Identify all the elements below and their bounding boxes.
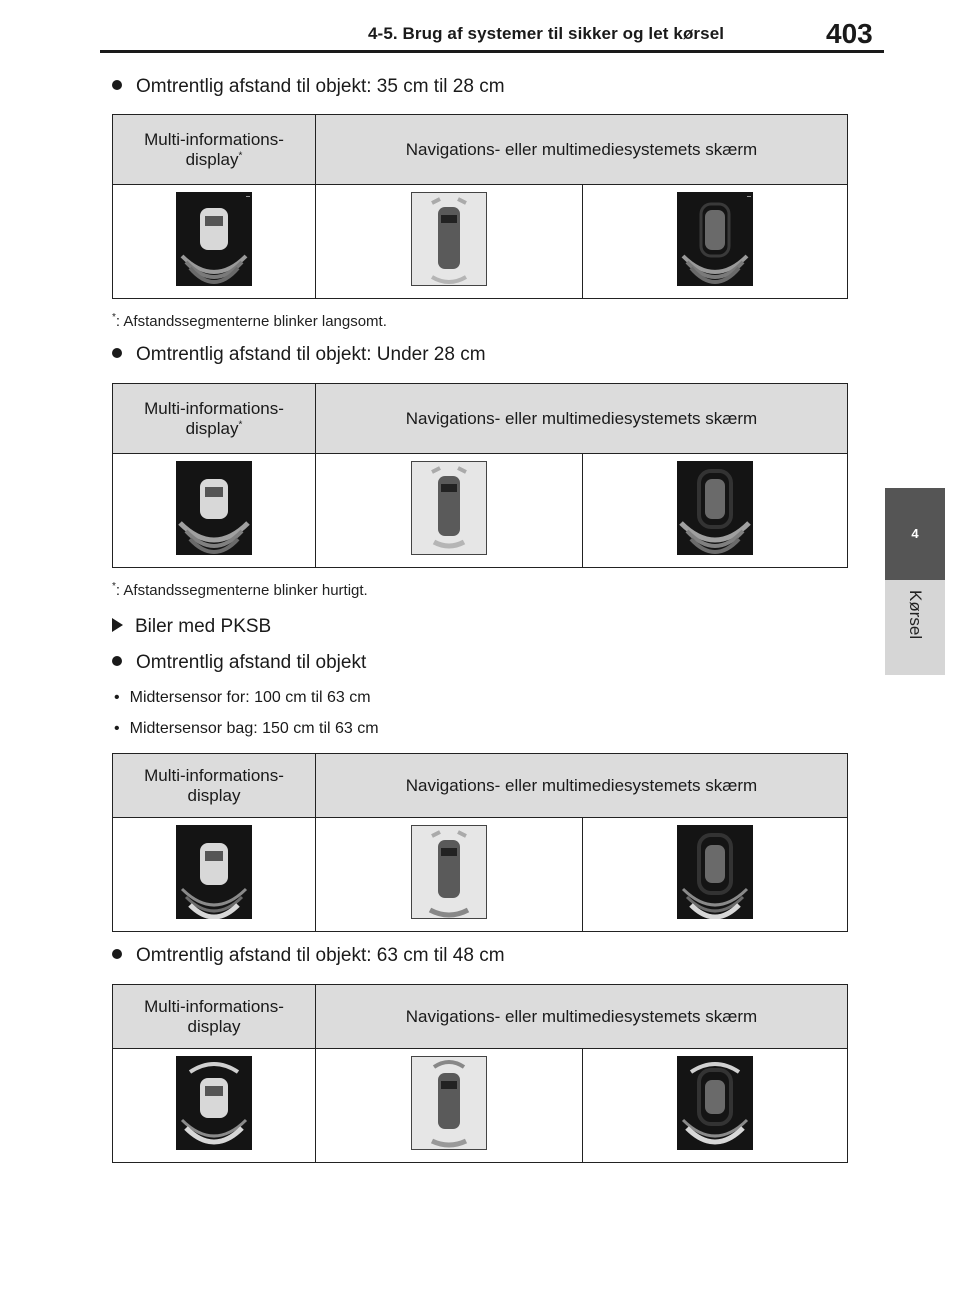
list-item — [114, 720, 379, 738]
header-text: Multi-informations- — [144, 398, 284, 418]
page-header — [0, 0, 960, 56]
header-multi-display — [113, 384, 316, 454]
car-sensor-multi-display-icon — [176, 1056, 252, 1150]
car-sensor-nav-dark-icon — [677, 461, 753, 555]
footnote-text: : Afstandssegmenterne blinker hurtigt. — [115, 582, 368, 599]
header-text: display — [185, 418, 239, 438]
header-rule — [100, 50, 884, 53]
section-heading-text: Omtrentlig afstand til objekt — [136, 652, 367, 673]
display-table-4 — [112, 984, 848, 1163]
image-cell — [583, 1049, 848, 1163]
header-text: Navigations- eller multimediesystemets skærm — [405, 408, 758, 428]
image-cell — [583, 454, 848, 568]
header-text: Navigations- eller multimediesystemets skærm — [405, 775, 758, 795]
section-heading-under-28 — [112, 344, 486, 366]
bullet-icon — [112, 348, 122, 358]
dot-icon: • — [114, 720, 120, 737]
section-heading-text: Omtrentlig afstand til objekt: 35 cm til 28 cm — [136, 76, 505, 97]
car-sensor-multi-display-icon — [176, 825, 252, 919]
car-sensor-nav-dark-icon — [677, 192, 753, 286]
chapter-tab-number: 4 — [885, 488, 945, 580]
image-cell — [113, 185, 316, 299]
header-multi-display — [113, 115, 316, 185]
header-text: Multi-informations- — [144, 765, 284, 785]
car-sensor-multi-display-icon — [176, 461, 252, 555]
footnote-2 — [112, 581, 368, 599]
car-sensor-nav-light-icon — [411, 825, 487, 919]
header-multi-display — [113, 985, 316, 1049]
footnote-1 — [112, 312, 387, 330]
subsection-pksb — [112, 616, 271, 638]
asterisk: * — [112, 312, 116, 323]
header-nav-screen — [316, 985, 848, 1049]
car-sensor-multi-display-icon — [176, 192, 252, 286]
section-heading-text: Omtrentlig afstand til objekt: 63 cm til 48 cm — [136, 945, 505, 966]
section-heading-35-28 — [112, 76, 505, 98]
subsection-text: Biler med PKSB — [135, 616, 272, 637]
image-cell — [316, 454, 583, 568]
display-table-1 — [112, 114, 848, 299]
asterisk: * — [238, 149, 243, 161]
chapter-tab-label-text: Kørsel — [906, 590, 925, 640]
header-text: display — [187, 1016, 241, 1036]
section-heading-text: Omtrentlig afstand til objekt: Under 28 cm — [136, 344, 486, 365]
chapter-tab-label — [885, 580, 945, 675]
image-cell — [583, 818, 848, 932]
car-sensor-nav-light-icon — [411, 461, 487, 555]
list-item-text: Midtersensor for: 100 cm til 63 cm — [129, 689, 371, 706]
list-item-text: Midtersensor bag: 150 cm til 63 cm — [129, 720, 379, 737]
image-cell — [113, 454, 316, 568]
list-item — [114, 689, 371, 707]
car-sensor-nav-light-icon — [411, 192, 487, 286]
footnote-text: : Afstandssegmenterne blinker langsomt. — [115, 313, 387, 330]
header-text: Navigations- eller multimediesystemets skærm — [405, 1006, 758, 1026]
image-cell — [113, 818, 316, 932]
header-text: Multi-informations- — [144, 996, 284, 1016]
display-table-2 — [112, 383, 848, 568]
dot-icon: • — [114, 689, 120, 706]
image-cell — [316, 1049, 583, 1163]
car-sensor-nav-light-icon — [411, 1056, 487, 1150]
header-nav-screen — [316, 384, 848, 454]
display-table-3 — [112, 753, 848, 932]
image-cell — [316, 818, 583, 932]
image-cell — [113, 1049, 316, 1163]
asterisk: * — [112, 581, 116, 592]
header-text: Navigations- eller multimediesystemets skærm — [405, 139, 758, 159]
header-text: display — [185, 149, 239, 169]
car-sensor-nav-dark-icon — [677, 1056, 753, 1150]
bullet-icon — [112, 949, 122, 959]
car-sensor-nav-dark-icon — [677, 825, 753, 919]
header-nav-screen — [316, 115, 848, 185]
image-cell — [316, 185, 583, 299]
header-text: display — [187, 785, 241, 805]
section-heading-63-48 — [112, 945, 505, 967]
section-title: 4-5. Brug af systemer til sikker og let kørsel — [368, 24, 725, 43]
header-text: Multi-informations- — [144, 129, 284, 149]
bullet-icon — [112, 656, 122, 666]
header-nav-screen — [316, 754, 848, 818]
header-multi-display — [113, 754, 316, 818]
section-heading-distance — [112, 652, 366, 674]
page-number: 403 — [826, 18, 873, 49]
asterisk: * — [238, 418, 243, 430]
triangle-bullet-icon — [112, 618, 123, 632]
bullet-icon — [112, 80, 122, 90]
image-cell — [583, 185, 848, 299]
